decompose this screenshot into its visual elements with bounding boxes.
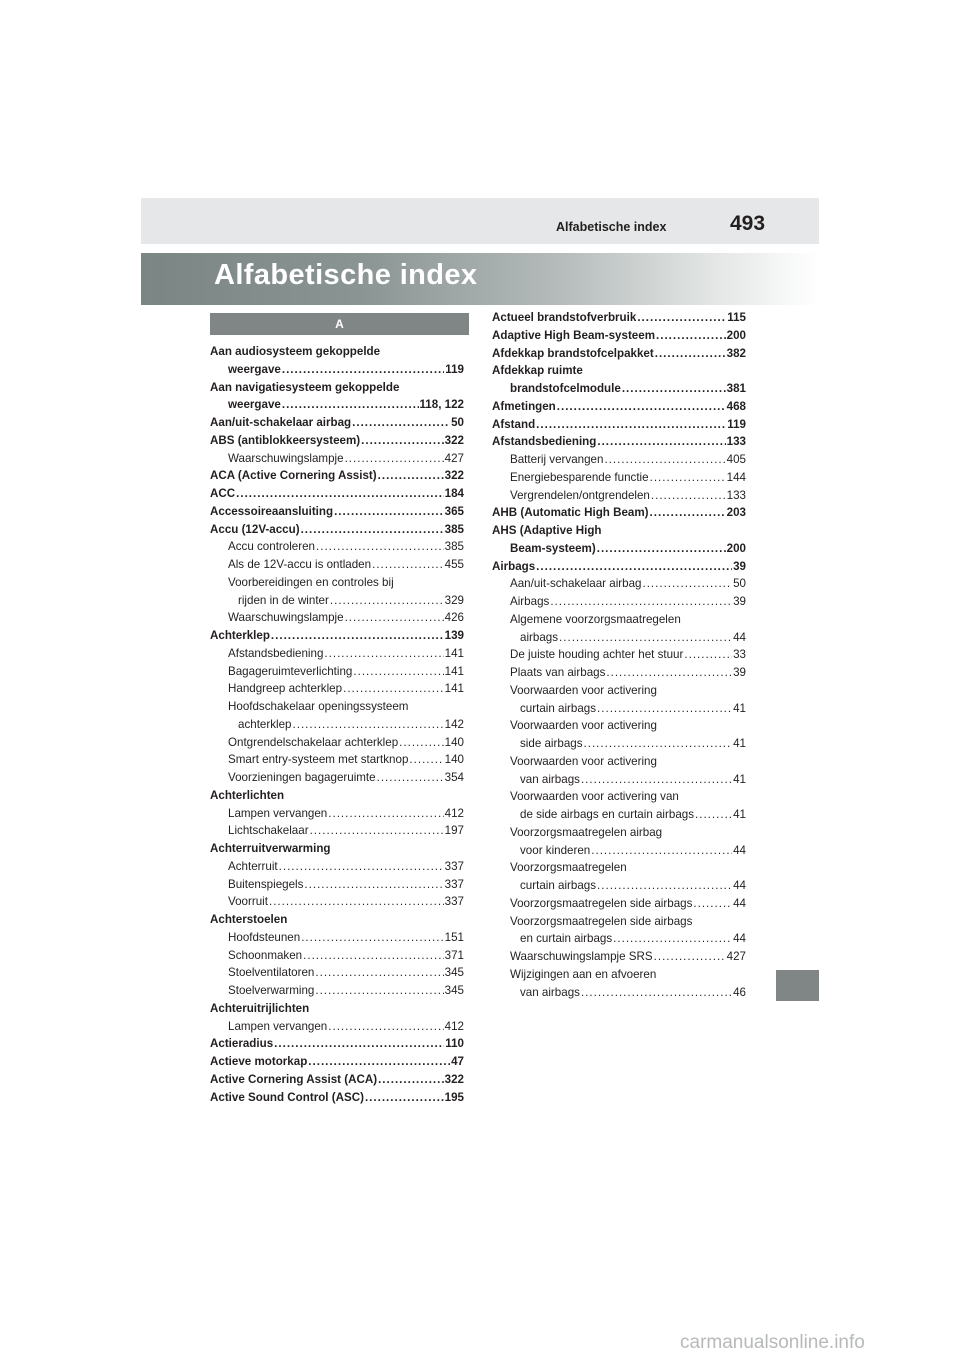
index-entry [492, 735, 746, 753]
index-entry [210, 734, 464, 752]
index-entry-label: ACA (Active Cornering Assist) [210, 469, 377, 483]
index-entry-label: Batterij vervangen [510, 453, 604, 466]
dot-leader [604, 451, 725, 469]
index-entry-label: brandstofcelmodule [510, 382, 621, 395]
index-entry [492, 948, 746, 966]
index-entry-label: AHS (Adaptive High [492, 524, 602, 537]
index-entry-page: 426 [444, 611, 464, 625]
dot-leader [269, 893, 444, 911]
dot-leader [378, 467, 444, 485]
index-entry-label: Stoelverwarming [228, 984, 315, 997]
dot-leader [310, 822, 444, 840]
index-entry-label: Hoofdsteunen [228, 930, 301, 944]
index-entry [210, 574, 464, 592]
index-entry-page: 337 [444, 895, 464, 909]
index-entry-label: Stoelventilatoren [228, 966, 315, 980]
index-entry-label: Ontgrendelschakelaar achterklep [228, 735, 399, 749]
index-entry-label: Voorzorgsmaatregelen side airbags [510, 896, 693, 910]
index-entry [210, 467, 464, 485]
index-entry-page: 39 [733, 666, 746, 679]
dot-leader [330, 592, 444, 610]
index-entry-label: Plaats van airbags [510, 666, 606, 679]
index-entry-page: 151 [444, 930, 464, 944]
dot-leader [622, 380, 726, 398]
index-entry [492, 380, 746, 398]
index-entry [492, 451, 746, 469]
index-entry [492, 664, 746, 682]
index-entry-label: Achteruitrijlichten [210, 1001, 310, 1015]
index-entry [210, 1071, 464, 1089]
index-entry [492, 522, 746, 540]
dot-leader [328, 805, 443, 823]
index-entry-label: Voorwaarden voor activering [510, 719, 657, 733]
index-entry-label: Handgreep achterklep [228, 682, 343, 696]
index-entry-label: Afdekkap ruimte [492, 364, 583, 378]
index-entry [210, 893, 464, 911]
dot-leader [282, 396, 419, 414]
index-entry-label: Actieve motorkap [210, 1055, 308, 1068]
dot-leader [654, 948, 726, 966]
index-entry-page: 50 [451, 416, 464, 429]
index-entry [210, 680, 464, 698]
index-entry-label: Aan/uit-schakelaar airbag [510, 577, 642, 591]
index-entry-page: 41 [733, 701, 746, 715]
dot-leader [304, 876, 443, 894]
index-entry [492, 504, 746, 522]
dot-leader [308, 1053, 450, 1071]
index-entry-label: en curtain airbags [520, 932, 613, 946]
index-entry-label: achterklep [238, 717, 292, 731]
index-entry-page: 322 [444, 1072, 464, 1086]
dot-leader [591, 842, 732, 860]
index-entry-page: 385 [444, 540, 464, 554]
index-entry-label: Lichtschakelaar [228, 824, 309, 838]
index-entry [210, 929, 464, 947]
index-entry [210, 521, 464, 539]
index-entry-label: Afstandsbediening [492, 435, 597, 449]
index-entry-page: 322 [444, 469, 464, 483]
index-entry-page: 197 [444, 824, 464, 838]
index-entry-page: 44 [733, 879, 746, 892]
index-entry-label: Hoofdschakelaar openingssysteem [228, 700, 409, 713]
dot-leader [695, 806, 732, 824]
index-entry-page: 412 [444, 1019, 464, 1033]
index-entry [492, 398, 746, 416]
dot-leader [315, 964, 443, 982]
index-entry-label: Actieradius [210, 1037, 274, 1051]
index-entry-page: 345 [444, 966, 464, 980]
index-entry [492, 895, 746, 913]
dot-leader [315, 982, 443, 1000]
dot-leader [282, 361, 444, 379]
page-number: 493 [730, 212, 766, 235]
index-entry-label: Voorwaarden voor activering [510, 683, 657, 697]
dot-leader [328, 1018, 443, 1036]
dot-leader [559, 629, 732, 647]
index-entry [210, 556, 464, 574]
index-entry [210, 343, 464, 361]
dot-leader [651, 487, 726, 505]
dot-leader [584, 735, 733, 753]
index-entry-page: 354 [444, 771, 464, 784]
index-entry-page: 46 [733, 985, 746, 999]
index-entry [210, 876, 464, 894]
index-entry [210, 1018, 464, 1036]
index-entry-label: Achterruitverwarming [210, 842, 331, 855]
index-entry-label: weergave [228, 362, 281, 376]
index-entry [492, 859, 746, 877]
index-entry [210, 947, 464, 965]
index-entry [492, 824, 746, 842]
index-entry-label: Bagageruimteverlichting [228, 664, 353, 678]
dot-leader [536, 558, 732, 576]
index-entry-page: 119 [727, 417, 746, 431]
header-band [141, 198, 819, 244]
index-entry [492, 717, 746, 735]
dot-leader [365, 1089, 444, 1107]
dot-leader [378, 1071, 444, 1089]
index-entry-page: 345 [444, 984, 464, 997]
dot-leader [271, 627, 444, 645]
dot-leader [650, 469, 726, 487]
index-entry-label: Waarschuwingslampje [228, 451, 344, 465]
index-entry-page: 427 [726, 950, 746, 963]
dot-leader [353, 663, 443, 681]
index-entry-page: 203 [726, 506, 746, 520]
index-entry [492, 984, 746, 1002]
index-entry-label: Voorzorgsmaatregelen side airbags [510, 914, 693, 928]
index-entry-page: 119 [445, 362, 464, 376]
index-entry [210, 1000, 464, 1018]
index-entry [210, 485, 464, 503]
dot-leader [597, 540, 726, 558]
dot-leader [316, 538, 444, 556]
index-entry-page: 140 [444, 753, 464, 767]
index-entry-label: Smart entry-systeem met startknop [228, 753, 409, 767]
index-entry [210, 414, 464, 432]
dot-leader [352, 414, 450, 432]
index-entry-label: Adaptive High Beam-systeem [492, 328, 656, 342]
dot-leader [399, 734, 444, 752]
dot-leader [597, 700, 732, 718]
index-entry-page: 365 [444, 504, 464, 518]
dot-leader [236, 485, 444, 503]
index-entry-label: Achterklep [210, 629, 270, 642]
index-entry-label: Schoonmaken [228, 948, 303, 962]
index-entry-page: 115 [727, 311, 746, 324]
index-entry [492, 345, 746, 363]
index-entry-page: 41 [733, 737, 746, 750]
dot-leader [637, 309, 726, 327]
index-entry [210, 379, 464, 397]
index-entry-label: Accu (12V-accu) [210, 522, 300, 536]
index-entry-page: 44 [733, 896, 746, 910]
index-entry-label: Aan navigatiesysteem gekoppelde [210, 380, 400, 394]
index-entry [210, 1053, 464, 1071]
index-entry [492, 966, 746, 984]
index-entry [492, 611, 746, 629]
dot-leader [606, 664, 732, 682]
dot-leader [650, 504, 726, 522]
index-entry-page: 141 [444, 646, 464, 660]
index-entry-page: 337 [444, 859, 464, 873]
dot-leader [684, 646, 732, 664]
dot-leader [361, 432, 444, 450]
dot-leader [279, 858, 444, 876]
dot-leader [345, 450, 444, 468]
dot-leader [293, 716, 444, 734]
index-entry-page: 405 [726, 453, 746, 466]
index-entry-page: 41 [733, 808, 746, 821]
index-entry [492, 575, 746, 593]
index-column-right [492, 309, 746, 1001]
index-entry [210, 1035, 464, 1053]
index-entry-label: Aan audiosysteem gekoppelde [210, 345, 381, 358]
index-entry-page: 110 [445, 1037, 464, 1051]
index-entry-page: 44 [733, 630, 746, 644]
index-entry-label: Active Cornering Assist (ACA) [210, 1072, 378, 1086]
index-column-left [210, 343, 464, 1106]
index-entry-label: van airbags [520, 985, 580, 999]
index-entry [210, 432, 464, 450]
index-entry-page: 142 [444, 717, 464, 731]
index-entry-page: 44 [733, 843, 746, 857]
index-entry-label: Lampen vervangen [228, 1019, 328, 1033]
index-entry-label: curtain airbags [520, 701, 597, 715]
index-entry-label: Achterstoelen [210, 913, 288, 926]
index-entry [492, 682, 746, 700]
index-entry-label: Achterruit [228, 859, 278, 873]
index-entry-label: Vergrendelen/ontgrendelen [510, 488, 650, 502]
index-entry-page: 33 [733, 648, 746, 662]
index-entry-label: ACC [210, 487, 236, 500]
index-entry-label: ABS (antiblokkeersysteem) [210, 433, 361, 447]
index-entry-label: Wijzigingen aan en afvoeren [510, 967, 657, 981]
dot-leader [301, 521, 444, 539]
index-entry [210, 840, 464, 858]
index-entry-label: Voorzorgsmaatregelen [510, 861, 627, 875]
index-entry [210, 361, 464, 379]
index-entry [210, 787, 464, 805]
dot-leader [655, 345, 726, 363]
index-entry [210, 627, 464, 645]
index-entry-label: Afdekkap brandstofcelpakket [492, 346, 654, 360]
index-entry-page: 427 [444, 451, 464, 465]
dot-leader [642, 575, 732, 593]
index-entry-label: de side airbags en curtain airbags [520, 808, 695, 821]
index-entry-label: Aan/uit-schakelaar airbag [210, 416, 352, 429]
index-entry-label: AHB (Automatic High Beam) [492, 506, 649, 520]
index-entry-label: Energiebesparende functie [510, 470, 649, 484]
index-entry-page: 140 [444, 735, 464, 749]
watermark: carmanualsonline.info [680, 1332, 865, 1353]
index-entry-page: 44 [733, 932, 746, 946]
index-entry-label: Accessoireaansluiting [210, 504, 334, 518]
index-entry-label: van airbags [520, 772, 580, 786]
index-entry [210, 982, 464, 1000]
index-entry [210, 751, 464, 769]
index-entry-page: 47 [451, 1055, 464, 1068]
index-entry-page: 195 [444, 1090, 464, 1104]
index-entry [210, 450, 464, 468]
dot-leader [301, 929, 443, 947]
index-entry-label: Accu controleren [228, 540, 315, 554]
index-entry-label: Lampen vervangen [228, 806, 328, 820]
index-entry-label: Algemene voorzorgsmaatregelen [510, 612, 681, 626]
index-entry [492, 913, 746, 931]
index-entry-label: curtain airbags [520, 879, 597, 892]
dot-leader [581, 771, 732, 789]
index-entry-page: 41 [733, 772, 746, 786]
index-entry [210, 911, 464, 929]
index-entry [492, 753, 746, 771]
index-entry [492, 362, 746, 380]
index-entry-page: 39 [733, 595, 746, 608]
index-entry-page: 184 [444, 487, 464, 500]
index-entry-page: 200 [726, 328, 746, 342]
dot-leader [303, 947, 444, 965]
index-entry-label: Afstandsbediening [228, 646, 324, 660]
index-entry-label: Waarschuwingslampje SRS [510, 950, 653, 963]
index-entry [210, 503, 464, 521]
dot-leader [581, 984, 732, 1002]
index-entry [210, 645, 464, 663]
index-entry [210, 822, 464, 840]
index-entry [210, 716, 464, 734]
index-entry-page: 412 [444, 806, 464, 820]
index-entry [492, 877, 746, 895]
dot-leader [550, 593, 732, 611]
index-entry-label: Airbags [510, 595, 550, 608]
index-entry [210, 698, 464, 716]
index-entry-label: Voorwaarden voor activering van [510, 790, 679, 804]
index-entry-page: 385 [444, 522, 464, 536]
index-entry [492, 629, 746, 647]
index-entry-page: 141 [444, 664, 464, 678]
index-entry [210, 858, 464, 876]
dot-leader [656, 327, 726, 345]
dot-leader [613, 930, 732, 948]
thumb-index-tab [776, 970, 819, 1001]
index-entry-label: Afmetingen [492, 399, 556, 413]
dot-leader [377, 769, 444, 787]
index-entry [210, 1089, 464, 1107]
dot-leader [372, 556, 444, 574]
index-entry-page: 381 [726, 382, 746, 395]
index-entry-label: Actueel brandstofverbruik [492, 311, 637, 324]
dot-leader [274, 1035, 444, 1053]
index-entry [210, 396, 464, 414]
index-entry [492, 700, 746, 718]
index-entry-label: airbags [520, 630, 559, 644]
index-entry [210, 805, 464, 823]
dot-leader [343, 680, 444, 698]
index-entry [210, 538, 464, 556]
index-entry-page: 337 [444, 877, 464, 891]
dot-leader [597, 877, 732, 895]
index-entry-label: side airbags [520, 737, 583, 750]
index-entry-label: Beam-systeem) [510, 541, 596, 555]
index-entry-label: Voorruit [228, 895, 268, 909]
index-entry-page: 371 [444, 948, 464, 962]
letter-heading: A [210, 313, 469, 335]
index-entry [492, 930, 746, 948]
index-entry [492, 487, 746, 505]
index-entry-label: Active Sound Control (ASC) [210, 1090, 364, 1104]
index-entry-label: Als de 12V-accu is ontladen [228, 558, 372, 571]
index-entry [492, 558, 746, 576]
index-entry [492, 593, 746, 611]
index-entry [492, 540, 746, 558]
index-entry [492, 309, 746, 327]
dot-leader [597, 433, 725, 451]
index-entry-label: Voorzorgsmaatregelen airbag [510, 825, 663, 839]
index-entry [210, 964, 464, 982]
index-entry-page: 139 [444, 629, 464, 642]
index-entry-label: Voorzieningen bagageruimte [228, 771, 376, 784]
index-entry-label: Waarschuwingslampje [228, 611, 344, 625]
index-entry [210, 663, 464, 681]
page-title: Alfabetische index [214, 259, 478, 291]
index-entry-label: Achterlichten [210, 788, 285, 802]
index-entry-page: 329 [444, 593, 464, 607]
index-entry [492, 646, 746, 664]
index-entry [492, 788, 746, 806]
index-entry-page: 39 [733, 559, 746, 573]
index-entry-label: Buitenspiegels [228, 877, 304, 891]
index-entry-page: 133 [726, 435, 746, 449]
index-entry-label: rijden in de winter [238, 593, 329, 607]
dot-leader [536, 416, 726, 434]
index-entry-label: Afstand [492, 417, 536, 431]
dot-leader [409, 751, 443, 769]
index-entry-page: 455 [444, 558, 464, 571]
index-entry-label: Voorwaarden voor activering [510, 754, 657, 768]
index-entry-page: 141 [444, 682, 464, 696]
index-entry [492, 416, 746, 434]
index-entry [210, 609, 464, 627]
dot-leader [324, 645, 443, 663]
index-entry [492, 806, 746, 824]
index-entry-label: weergave [228, 398, 281, 412]
index-entry-page: 382 [726, 346, 746, 360]
index-entry-label: Voorbereidingen en controles bij [228, 575, 394, 589]
index-entry-label: De juiste houding achter het stuur [510, 648, 684, 662]
index-entry-page: 322 [444, 433, 464, 447]
index-entry [210, 592, 464, 610]
index-entry [492, 771, 746, 789]
dot-leader [345, 609, 444, 627]
index-entry [492, 842, 746, 860]
index-entry-page: 200 [726, 541, 746, 555]
index-entry-page: 468 [726, 399, 746, 413]
index-entry-label: Airbags [492, 559, 536, 573]
dot-leader [334, 503, 444, 521]
index-entry-page: 50 [733, 577, 746, 591]
dot-leader [693, 895, 732, 913]
index-entry-page: 118, 122 [419, 398, 464, 412]
index-entry [492, 327, 746, 345]
index-entry [492, 433, 746, 451]
header-section-title: Alfabetische index [556, 220, 667, 234]
index-entry-page: 133 [726, 488, 746, 502]
dot-leader [557, 398, 726, 416]
index-entry [210, 769, 464, 787]
index-entry [492, 469, 746, 487]
index-entry-page: 144 [726, 470, 746, 484]
index-entry-label: voor kinderen [520, 843, 591, 857]
